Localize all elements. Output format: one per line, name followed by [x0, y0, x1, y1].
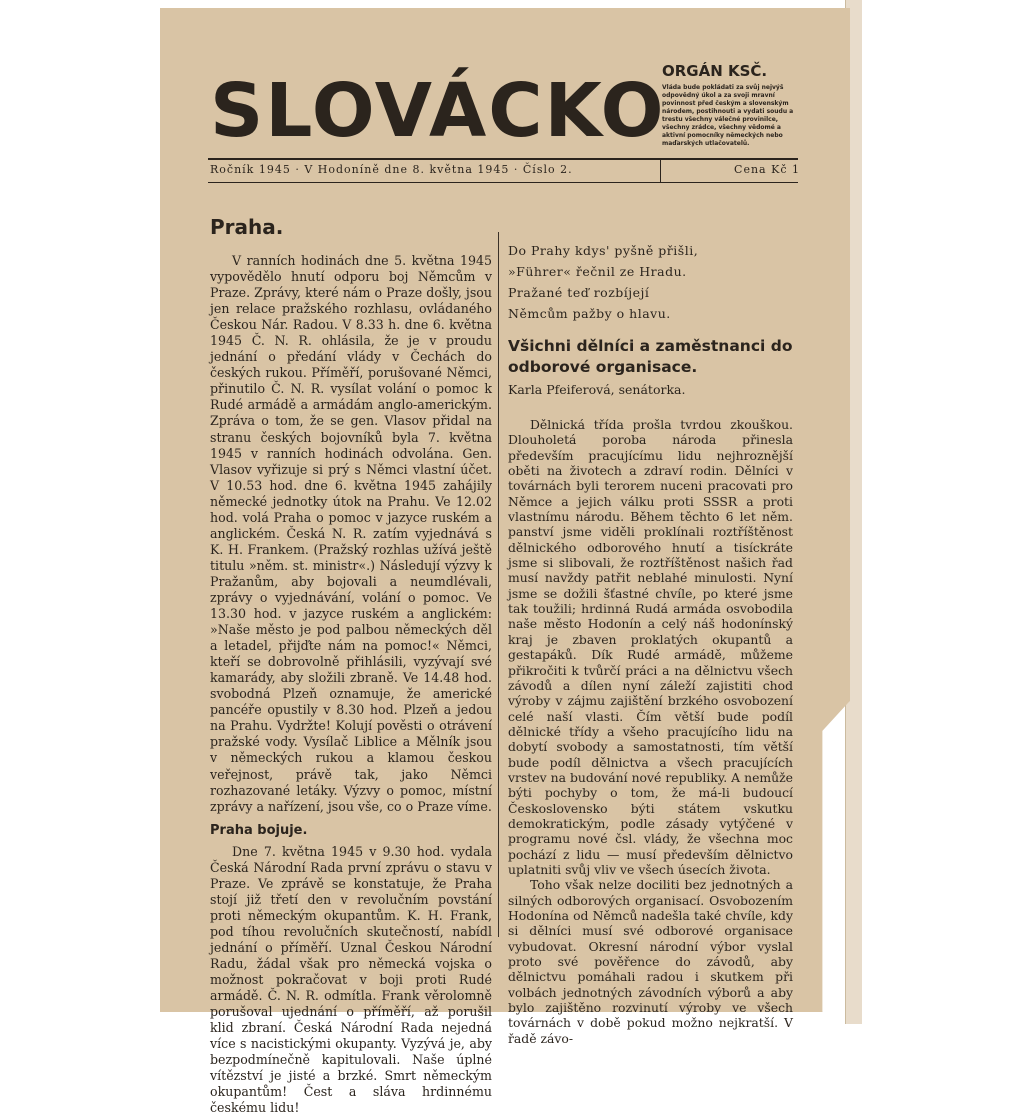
article-paragraph: V ranních hodinách dne 5. května 1945 vypovědělo hnutí odporu boj Němcům v Praze. Zprávy, které nám o Praze došly, jsou jen relace pražského rozhlasu, ovládaného Českou Nár. Radou. V 8.33 h. dne 6. května 1945 Č. N. R. ohlásila, že je v proudu jednání o předání vlády v Čechách do českých rukou. Příměří, porušované Němci, přinutilo Č. N. R. vysílat volání o pomoc k Rudé armádě a armádám anglo-americkým. Zpráva o tom, že se gen. Vlasov přidal na stranu českých bojovníků byla 7. května 1945 v ranních hodinách odvolána. Gen. Vlasov vyřizuje si prý s Němci vlastní účet. V 10.53 hod. dne 6. května 1945 zahájily německé jednotky útok na Prahu. Ve 12.02 hod. volá Praha o pomoc v jazyce ruském a anglickém. Česká N. R. zatím vyjednává s K. H. Frankem. (Pražský rozhlas užívá ještě titulu »něm. st. ministr«.) Následují výzvy k Pražanům, aby bojovali a neumdlévali, zprávy o vyjednávání, volání o pomoc. Ve 13.30 hod. v jazyce ruském a anglickém: »Naše město je pod palbou německých děl a letadel, přijďte nám na pomoc!« Němci, kteří se dobrovolně přihlásili, vyzývají své kamarády, aby složili zbraně. Ve 14.48 hod. svobodná Plzeň oznamuje, že americké pancéře opustily v 8.30 hod. Plzeň a jedou na Prahu. Vydržte! Kolují pověsti o otrávení pražské vody. Vysílač Liblice a Mělník jsou v německých rukou a klamou českou veřejnost, právě tak, jako Němci rozhazované letáky. Výzvy o pomoc, místní zprávy a nařízení, jsou vše, co o Praze víme. — [210, 253, 492, 814]
article-author: Karla Pfeiferová, senátorka. — [508, 382, 686, 397]
poem-line: »Führer« řečnil ze Hradu. — [508, 264, 687, 279]
subheading-praha-bojuje: Praha bojuje. — [210, 822, 308, 838]
poem-line: Němcům pažby o hlavu. — [508, 306, 671, 321]
header-rule-bottom — [208, 182, 798, 183]
article-paragraph: Dělnická třída prošla tvrdou zkouškou. Dlouholetá poroba národa přinesla především pracujícímu lidu nejhroznější oběti na životech a zdraví rodin. Dělníci v továrnách byli terorem nuceni pracovati pro Němce a jejich válku proti SSSR a proti vlastnímu národu. Během těchto 6 let něm. panství jsme viděli proklínali roztříštěnost dělnického odborového hnutí a tisíckráte jsme si slibovali, že roztříštěnost našich řad musí navždy patřit neblahé minulosti. Nyní jsme se dožili šťastné chvíle, po které jsme tak toužili; hrdinná Rudá armáda osvobodila naše město Hodonín a celý náš hodonínský kraj je zbaven proklatých okupantů a gestapáků. Dík Rudé armádě, můžeme přikročiti k tvůrčí práci a na dělnictvu všech závodů a dílen nyní záleží zajistiti chod výroby v zájmu zajištění brzkého osvobození celé naší vlasti. Čím větší bude podíl dělnické třídy a všeho pracujícího lidu na dobytí svobody a samostatnosti, tím větší bude podíl dělnictva a všech pracujících vrstev na budování nové republiky. A nemůže býti pochyby o tom, že má-li budoucí Československo býti státem vskutku demokratickým, podle zásady vytýčené v programu nové čsl. vlády, že všechna moc pochází z lidu — musí především dělnictvo uplatniti svůj vliv ve všech úsecích života. — [508, 417, 793, 877]
newspaper-masthead: SLOVÁCKO — [210, 68, 666, 154]
article-title-praha: Praha. — [210, 215, 284, 239]
column-left — [210, 215, 492, 1116]
article-paragraph: Toho však nelze dociliti bez jednotných a silných odborových organisací. Osvobozením Hodonína od Němců nadešla také chvíle, kdy si dělníci musí své odborové organisace vybudovat. Okresní národní výbor vyslal proto své pověřence do závodů, aby dělnictvu pomáhali radou i skutkem při volbách jednotných závodních výborů a aby bylo zajištěno rozvinutí výroby ve všech továrnách v době pokud možno nejkratší. V řadě závo- — [508, 877, 793, 1046]
organ-label: ORGÁN KSČ. — [662, 62, 768, 80]
issue-dateline: Ročník 1945 · V Hodoníně dne 8. května 1945 · Číslo 2. — [210, 163, 573, 176]
column-right — [508, 240, 793, 1046]
article-paragraph: Dne 7. května 1945 v 9.30 hod. vydala Česká Národní Rada první zprávu o stavu v Praze. Ve zprávě se konstatuje, že Praha stojí již třetí den v revolučním povstání proti německým okupantům. K. H. Frank, pod tíhou revolučních skutečností, nabídl jednání o příměří. Uznal Českou Národní Radu, žádal však pro německá vojska o možnost pokračovat v boji proti Rudé armádě. Č. N. R. odmítla. Frank věrolomně porušoval ujednání o příměří, až porušil klid zbraní. Česká Národní Rada nejedná více s nacistickými okupanty. Vyzývá je, aby bezpodmínečně kapitulovali. Naše úplné vítězství je jisté a brzké. Smrt německým okupantům! Čest a sláva hrdinnému českému lidu! — [210, 843, 492, 1116]
poem-line: Pražané teď rozbíjejí — [508, 285, 650, 300]
column-divider — [498, 232, 499, 937]
article-title-odbory: Všichni dělníci a zaměstnanci do odborové organisace. — [508, 337, 793, 376]
masthead-motto: Vláda bude pokládati za svůj nejvýš odpovědný úkol a za svoji mravní povinnost před českým a slovenským národem, postihnouti a vydati soudu a trestu všechny válečné provinilce, všechny zrádce, všechny vědomé a aktivní pomocníky německých nebo maďarských utlačovatelů. — [662, 84, 794, 147]
poem-line: Do Prahy kdys' pyšně přišli, — [508, 243, 699, 258]
issue-price: Cena Kč 1 — [734, 163, 800, 176]
poem — [508, 240, 793, 324]
header-divider — [660, 160, 661, 182]
header-rule-top — [208, 158, 798, 160]
